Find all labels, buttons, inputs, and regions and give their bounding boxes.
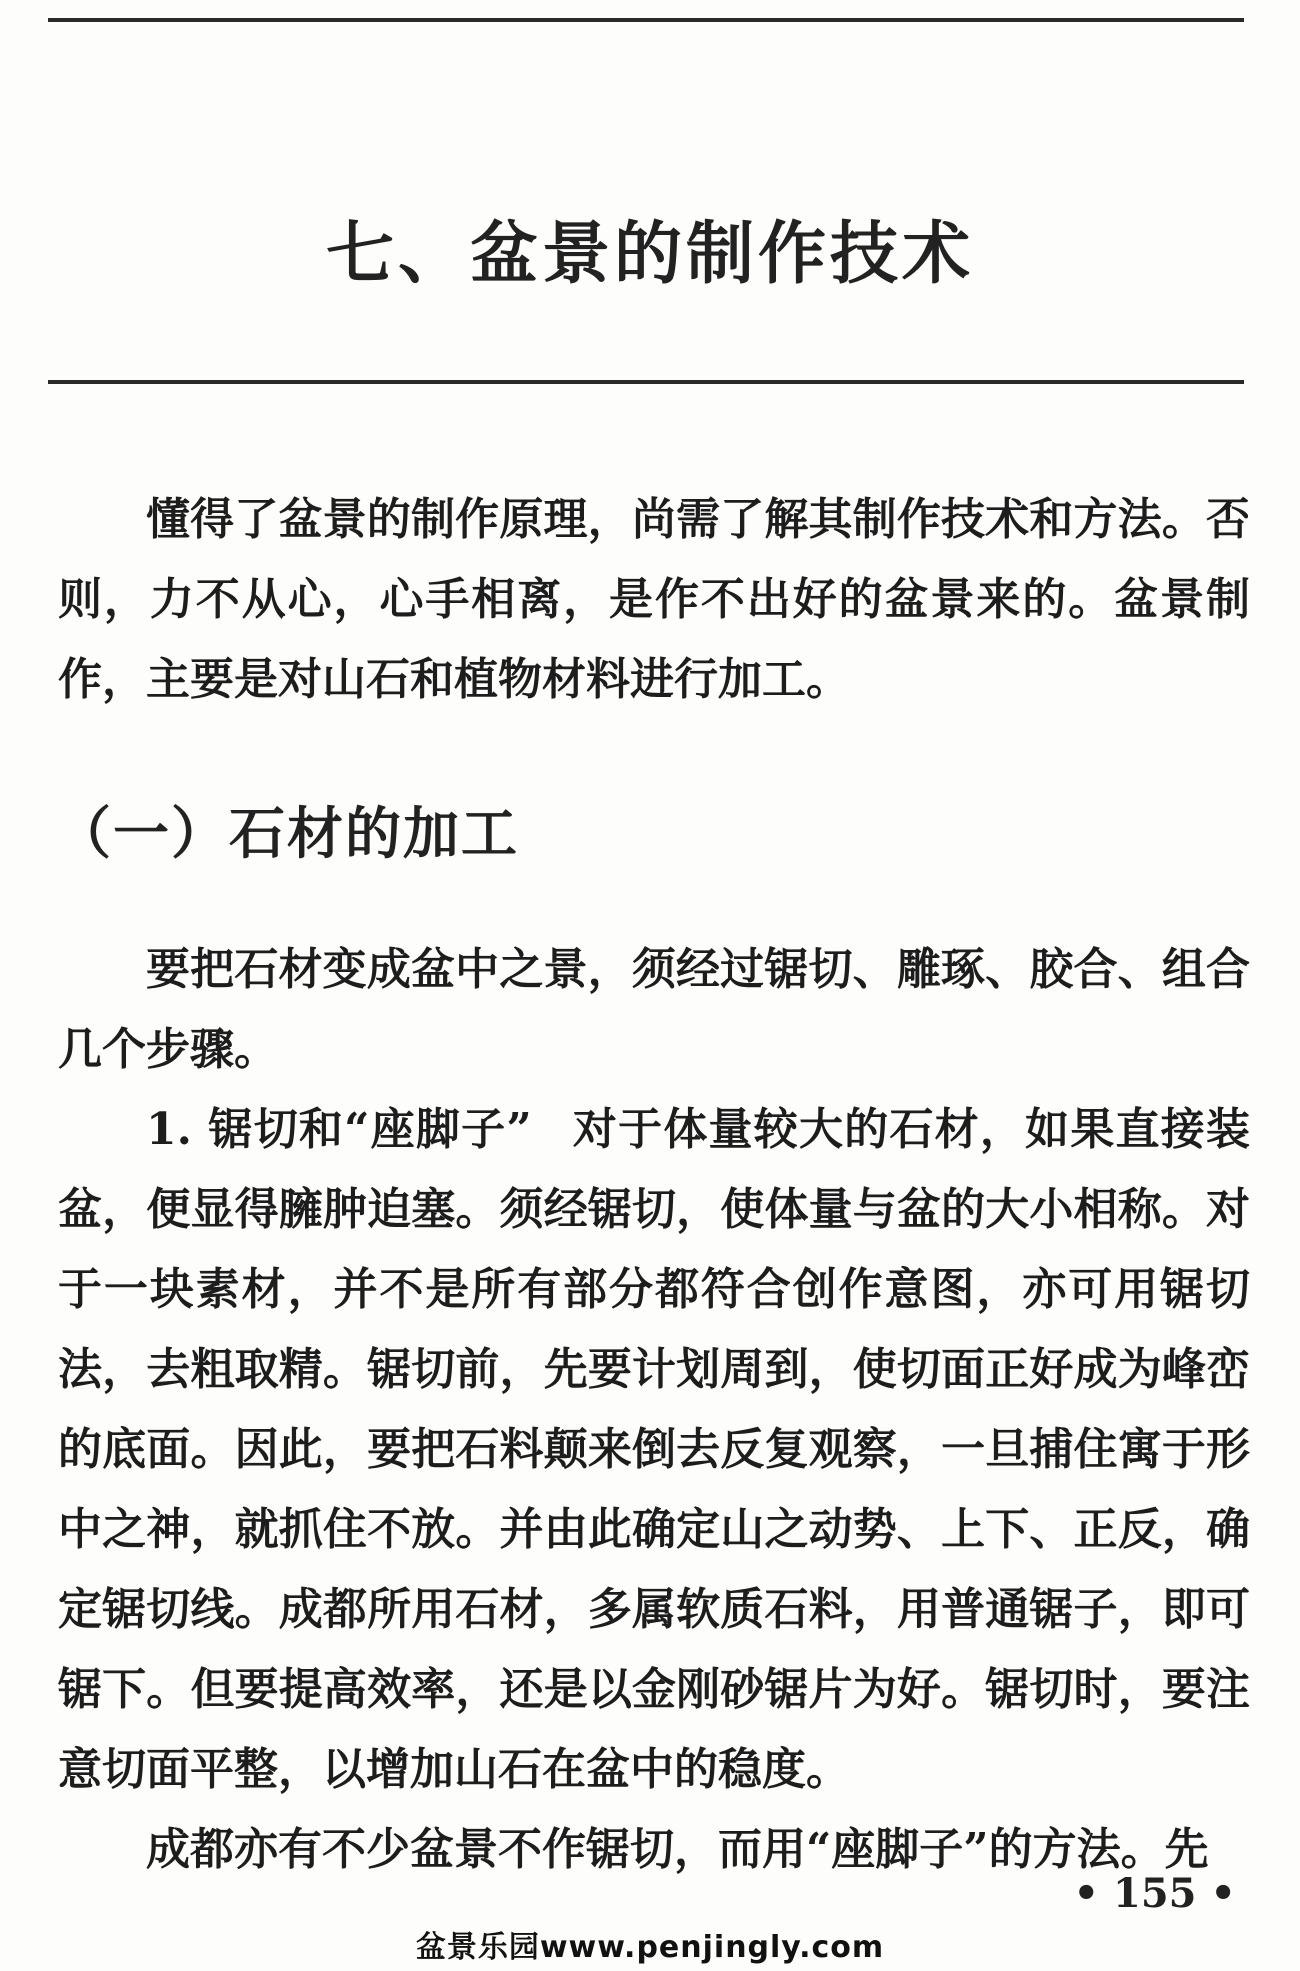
section-item-1 (58, 1090, 1250, 1810)
item-heading: 1. 锯切和“座脚子” (146, 1104, 532, 1155)
watermark: 盆景乐园www.penjingly.com (415, 1930, 885, 1965)
item-text: 对于体量较大的石材，如果直接装盆，便显得臃肿迫塞。须经锯切，使体量与盆的大小相称。对于一块素材，并不是所有部分都符合创作意图，亦可用锯切法，去粗取精。锯切前，先要计划周到，使切面正好成为峰峦的底面。因此，要把石料颠来倒去反复观察，一旦捕住寓于形中之神，就抓住不放。并由此确定山之动势、上下、正反，确定锯切线。成都所用石材，多属软质石料，用普通锯子，即可锯下。但要提高效率，还是以金刚砂锯片为好。锯切时，要注意切面平整，以增加山石在盆中的稳度。 (58, 1104, 1250, 1795)
section-body (58, 930, 1250, 1890)
intro-paragraph: 懂得了盆景的制作原理，尚需了解其制作技术和方法。否则，力不从心，心手相离，是作不出好的盆景来的。盆景制作，主要是对山石和植物材料进行加工。 (58, 494, 1250, 705)
intro-paragraph-block (58, 480, 1250, 720)
top-rule (48, 18, 1244, 22)
section-title: （一）石材的加工 (55, 801, 519, 867)
section-paragraph-3: 成都亦有不少盆景不作锯切，而用“座脚子”的方法。先 (146, 1824, 1209, 1875)
page-number: • 155 • (1073, 1870, 1236, 1917)
chapter-title: 七、盆景的制作技术 (325, 214, 974, 294)
title-underline-rule (48, 380, 1244, 384)
section-paragraph-1: 要把石材变成盆中之景，须经过锯切、雕琢、胶合、组合几个步骤。 (58, 944, 1250, 1075)
